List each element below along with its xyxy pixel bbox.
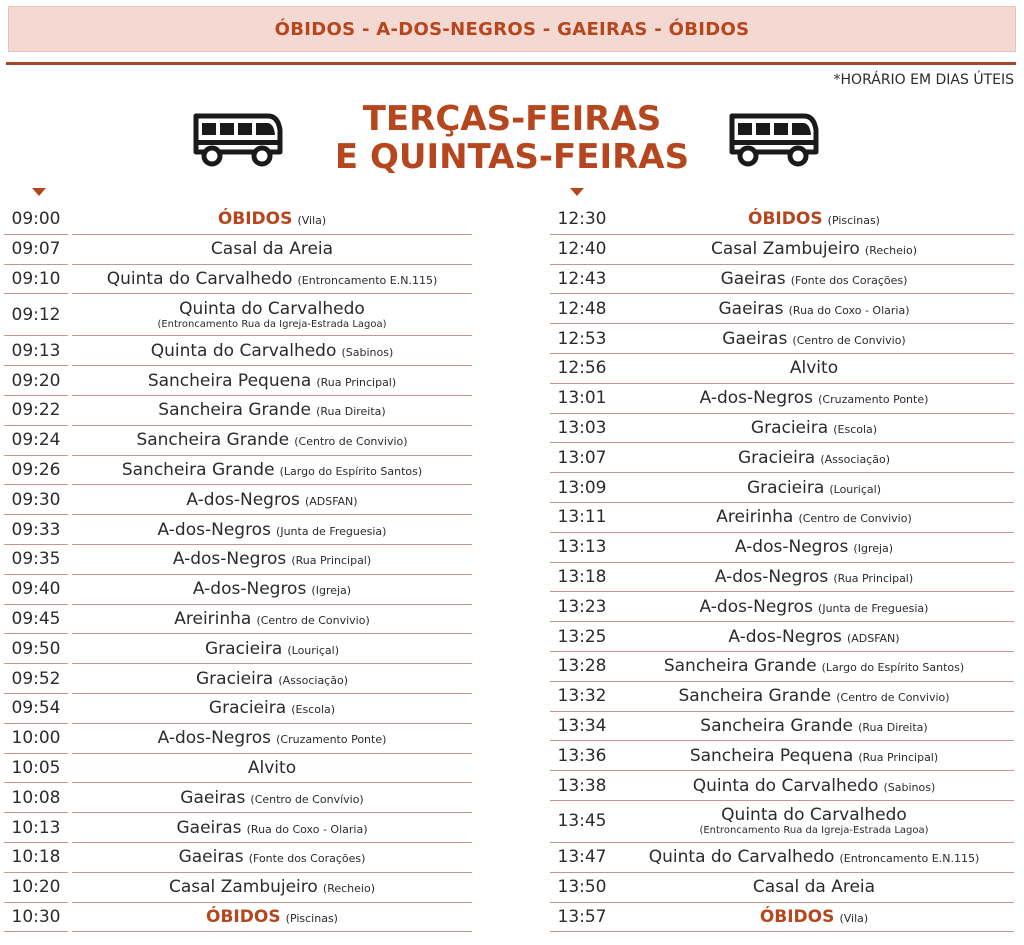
title-line-1: TERÇAS-FEIRAS [362,99,662,139]
stop-line [151,341,394,361]
stop-line [206,907,338,927]
schedule-row [548,592,1018,622]
stop-line [722,329,905,349]
stop-cell [614,592,1014,622]
stop-detail: (Rua Direita) [316,405,386,419]
stop-cell [614,414,1014,444]
stop-detail: (Sabinos) [883,780,936,794]
stop-time: 13:09 [550,473,614,503]
stop-detail: (Sabinos) [341,345,394,359]
stop-name: ÓBIDOS [217,209,293,230]
stop-cell [614,443,1014,473]
schedule-row [548,843,1018,873]
stop-cell [72,575,472,605]
schedule-row [0,664,470,694]
stop-time: 13:11 [550,503,614,533]
stop-time: 10:20 [4,873,68,903]
schedule-row [0,366,470,396]
stop-time: 12:48 [550,294,614,324]
stop-detail: (Associação) [278,673,348,687]
stop-line [158,520,387,540]
stop-detail: (Vila) [839,911,869,925]
stop-detail: (Largo do Espírito Santos) [821,661,965,675]
stop-subdetail: (Entroncamento Rua da Igreja-Estrada Lagoa) [157,318,387,330]
stop-cell [72,396,472,426]
stop-detail: (Recheio) [864,244,917,258]
stop-cell [614,503,1014,533]
stop-time: 09:24 [4,426,68,456]
stop-cell [614,294,1014,324]
stop-detail: (Igreja) [853,542,894,556]
schedule-row [0,205,470,235]
stop-time: 13:57 [550,903,614,933]
stop-line [715,567,913,587]
stop-time: 12:53 [550,324,614,354]
schedule-row [548,503,1018,533]
stop-cell [72,634,472,664]
stop-detail: (Rua do Coxo - Olaria) [788,303,910,317]
stop-detail: (Rua do Coxo - Olaria) [246,822,368,836]
stop-cell [72,265,472,295]
stop-cell [614,682,1014,712]
schedule-row [548,294,1018,324]
stop-name: Sancheira Grande [158,400,311,421]
stop-detail: (Piscinas) [285,911,338,925]
stop-line [700,597,929,617]
stop-detail: (Centro de Convivio) [294,435,408,449]
stop-cell [72,485,472,515]
stop-detail: (Centro de Convivio) [798,512,912,526]
stop-cell [614,324,1014,354]
schedule-row [0,843,470,873]
stop-detail: (Rua Principal) [858,750,939,764]
stop-cell [614,652,1014,682]
schedule-row [548,741,1018,771]
stop-name: Quinta do Carvalhedo [721,805,907,826]
stop-time: 13:25 [550,622,614,652]
stop-detail: (Associação) [820,452,890,466]
stop-detail: (Centro de Convívio) [250,792,364,806]
stop-line [205,639,339,659]
stop-line [753,877,875,897]
stop-line [122,460,422,480]
stop-time: 12:43 [550,265,614,295]
stop-line [718,299,909,319]
stop-line [148,371,396,391]
schedule-row [0,545,470,575]
schedule-row [548,771,1018,801]
stop-time: 13:38 [550,771,614,801]
stop-name: Sancheira Pequena [689,745,854,766]
stop-time: 09:00 [4,205,68,235]
stop-line [728,627,899,647]
schedule-row [548,205,1018,235]
stop-detail: (Rua Principal) [316,375,397,389]
stop-time: 10:05 [4,754,68,784]
schedule-row [0,265,470,295]
stop-name: Casal da Areia [752,877,876,898]
weekday-note: *HORÁRIO EM DIAS ÚTEIS [833,72,1014,88]
stop-line [700,716,927,736]
stop-detail: (Centro de Convivio) [836,691,950,705]
schedule-row [0,485,470,515]
schedule-row [0,336,470,366]
stop-detail: (Fonte dos Corações) [248,852,366,866]
stop-line [751,418,877,438]
stop-detail: (Igreja) [311,584,352,598]
stop-time: 09:20 [4,366,68,396]
stop-name: Areirinha [716,507,794,528]
stop-cell [614,235,1014,265]
stop-name: Sancheira Grande [121,459,275,480]
schedule-row [0,783,470,813]
stop-line [179,847,366,867]
stop-name: Gaeiras [180,787,246,808]
stop-name: Quinta do Carvalhedo [692,775,879,796]
stop-cell [614,354,1014,384]
stop-cell [72,664,472,694]
schedule-row [548,354,1018,384]
stop-time: 09:07 [4,235,68,265]
stop-time: 09:26 [4,456,68,486]
stop-time: 13:50 [550,873,614,903]
schedule-row [0,294,470,336]
stop-name: Sancheira Grande [136,430,290,451]
stop-time: 13:32 [550,682,614,712]
schedule-row [548,384,1018,414]
stop-detail: (Junta de Freguesia) [818,601,929,615]
stop-line [180,788,363,808]
stop-name: Quinta do Carvalhedo [106,268,293,289]
stop-name: Gaeiras [176,817,242,838]
stop-cell [614,473,1014,503]
stop-name: Gracieira [195,668,274,689]
stop-time: 10:18 [4,843,68,873]
stop-time: 09:40 [4,575,68,605]
stop-name: ÓBIDOS [206,906,281,927]
stop-name: Gracieira [208,698,287,719]
schedule-row [0,426,470,456]
schedule-row [548,652,1018,682]
stop-detail: (Centro de Convivio) [792,333,906,347]
stop-cell [72,515,472,545]
schedule-row [548,235,1018,265]
schedule-row [548,443,1018,473]
stop-name: Gaeiras [720,268,786,289]
stop-line [738,448,890,468]
stop-cell [72,903,472,933]
stop-time: 09:10 [4,265,68,295]
stop-name: Casal da Areia [210,239,334,260]
schedule-row [548,265,1018,295]
stop-cell [72,754,472,784]
schedule-row [0,456,470,486]
stop-cell [72,336,472,366]
stop-time: 13:34 [550,712,614,742]
stop-line [158,728,387,748]
stop-time: 10:00 [4,724,68,754]
stop-cell [72,456,472,486]
stop-name: Gaeiras [722,328,788,349]
stop-time: 09:30 [4,485,68,515]
stop-cell [614,622,1014,652]
stop-name: Alvito [247,757,297,778]
stop-line [747,478,881,498]
stop-line [218,209,326,229]
stop-name: Gaeiras [178,847,244,868]
stop-name: A-dos-Negros [714,566,829,587]
schedule-row [0,605,470,635]
stop-name: Casal Zambujeiro [711,239,860,260]
stop-cell [72,545,472,575]
stop-line [721,805,907,825]
stop-cell [72,694,472,724]
title-line-2: E QUINTAS-FEIRAS [334,137,690,177]
schedule-row [548,622,1018,652]
stop-line [649,847,980,867]
stop-line [158,400,385,420]
stop-name: A-dos-Negros [699,388,814,409]
stop-cell [614,563,1014,593]
stop-detail: (Louriçal) [829,482,881,496]
schedule-row [0,903,470,933]
caret-down-icon [32,188,46,196]
stop-line [196,669,348,689]
bus-icon [190,108,284,170]
stop-detail: (Recheio) [322,882,375,896]
stop-name: ÓBIDOS [748,209,823,230]
stop-time: 09:35 [4,545,68,575]
schedule-row [548,563,1018,593]
stop-name: Sancheira Grande [678,686,832,707]
header-divider [6,62,1016,65]
stop-cell [72,724,472,754]
schedule-row [548,414,1018,444]
schedule-row [548,324,1018,354]
stop-line [678,686,949,706]
stop-cell [72,366,472,396]
stop-cell [72,873,472,903]
stop-name: Sancheira Grande [663,656,817,677]
stop-detail: (Escola) [833,422,878,436]
stop-line [248,758,296,778]
stop-detail: (Largo do Espírito Santos) [279,464,423,478]
stop-name: Quinta do Carvalhedo [150,340,337,361]
schedule-row [0,575,470,605]
stop-cell [614,205,1014,235]
stop-line [174,609,370,629]
schedule-title [0,100,1024,176]
stop-time: 09:33 [4,515,68,545]
stop-detail: (Vila) [297,214,327,228]
stop-line [721,269,908,289]
stop-name: A-dos-Negros [192,579,307,600]
stop-detail: (Fonte dos Corações) [790,273,908,287]
stop-cell [72,783,472,813]
stop-time: 09:13 [4,336,68,366]
schedule-row [0,873,470,903]
stop-time: 13:03 [550,414,614,444]
stop-line [693,776,936,796]
stop-name: Sancheira Pequena [147,370,312,391]
stop-detail: (Cruzamento Ponte) [276,733,387,747]
return-schedule [548,205,1018,932]
schedule-row [0,813,470,843]
stop-cell [614,712,1014,742]
stop-name: Gaeiras [718,298,784,319]
stop-line [735,537,893,557]
stop-time: 10:30 [4,903,68,933]
stop-detail: (Escola) [291,703,336,717]
stop-line [760,907,868,927]
stop-detail: (Entroncamento E.N.115) [839,852,980,866]
stop-name: Areirinha [174,608,252,629]
stop-name: Gracieira [750,417,829,438]
stop-time: 12:40 [550,235,614,265]
stop-detail: (Piscinas) [827,214,880,228]
stop-line [790,358,838,378]
stop-detail: (ADSFAN) [846,631,900,645]
stop-line [193,579,351,599]
stop-time: 09:50 [4,634,68,664]
stop-detail: (Rua Direita) [858,720,928,734]
stop-time: 13:47 [550,843,614,873]
stop-time: 09:12 [4,294,68,336]
schedule-row [548,682,1018,712]
schedule-row [548,903,1018,933]
stop-line [664,656,964,676]
stop-time: 13:23 [550,592,614,622]
stop-time: 09:54 [4,694,68,724]
stop-detail: (Cruzamento Ponte) [818,393,929,407]
schedule-row [0,754,470,784]
stop-detail: (Centro de Convivio) [256,613,370,627]
caret-down-icon [570,188,584,196]
stop-time: 10:13 [4,813,68,843]
stop-time: 13:45 [550,801,614,843]
stop-name: A-dos-Negros [157,728,272,749]
stop-line [748,209,880,229]
stop-line [211,239,333,259]
stop-detail: (ADSFAN) [304,494,358,508]
stop-name: Gracieira [205,638,283,659]
stop-detail: (Junta de Freguesia) [276,524,387,538]
stop-time: 13:13 [550,533,614,563]
stop-cell [614,771,1014,801]
stop-line [107,269,438,289]
stop-cell [72,294,472,336]
schedule-row [548,873,1018,903]
schedule-row [548,473,1018,503]
stop-line [186,490,357,510]
stop-time: 13:28 [550,652,614,682]
stop-name: Gracieira [747,477,825,498]
schedule-row [0,235,470,265]
stop-cell [72,605,472,635]
stop-line [169,877,375,897]
stop-line [700,388,929,408]
stop-name: Quinta do Carvalhedo [648,847,835,868]
stop-cell [614,843,1014,873]
schedule-row [548,712,1018,742]
stop-time: 13:01 [550,384,614,414]
stop-cell [72,426,472,456]
route-title: ÓBIDOS - A-DOS-NEGROS - GAEIRAS - ÓBIDOS [274,18,750,40]
stop-cell [614,384,1014,414]
stop-line [136,430,407,450]
stop-subdetail: (Entroncamento Rua da Igreja-Estrada Lagoa) [699,825,929,837]
stop-time: 09:45 [4,605,68,635]
stop-time: 12:56 [550,354,614,384]
stop-time: 13:18 [550,563,614,593]
stop-line [716,507,912,527]
stop-cell [614,873,1014,903]
stop-cell [72,813,472,843]
stop-name: Casal Zambujeiro [169,877,318,898]
stop-cell [72,843,472,873]
stop-cell [72,205,472,235]
stop-time: 10:08 [4,783,68,813]
stop-cell [72,235,472,265]
outbound-schedule [0,205,470,932]
stop-time: 13:07 [550,443,614,473]
stop-detail: (Louriçal) [287,643,339,657]
stop-name: Sancheira Grande [700,715,853,736]
stop-line [690,746,938,766]
route-banner [8,6,1016,52]
stop-name: A-dos-Negros [172,549,287,570]
stop-line [173,549,371,569]
schedule-row [0,515,470,545]
schedule-row [548,801,1018,843]
stop-cell [614,903,1014,933]
schedule-row [0,634,470,664]
stop-name: A-dos-Negros [186,489,300,510]
stop-time: 09:22 [4,396,68,426]
stop-line [711,239,917,259]
stop-cell [614,265,1014,295]
bus-icon [726,108,820,170]
stop-name: A-dos-Negros [157,519,271,540]
stop-time: 09:52 [4,664,68,694]
stop-name: A-dos-Negros [699,596,813,617]
schedule-row [0,396,470,426]
stop-name: ÓBIDOS [759,906,835,927]
stop-line [176,818,367,838]
schedule-row [548,533,1018,563]
stop-time: 13:36 [550,741,614,771]
stop-cell [614,533,1014,563]
stop-cell [614,741,1014,771]
stop-detail: (Entroncamento E.N.115) [297,273,438,287]
schedule-row [0,724,470,754]
stop-name: A-dos-Negros [734,537,849,558]
stop-name: Quinta do Carvalhedo [179,298,365,319]
stop-line [179,299,365,319]
stop-cell [614,801,1014,843]
schedule-row [0,694,470,724]
stop-detail: (Rua Principal) [291,554,372,568]
stop-line [209,698,335,718]
stop-name: Gracieira [737,447,816,468]
stop-detail: (Rua Principal) [833,571,914,585]
stop-time: 12:30 [550,205,614,235]
stop-name: A-dos-Negros [728,626,842,647]
stop-name: Alvito [789,358,839,379]
